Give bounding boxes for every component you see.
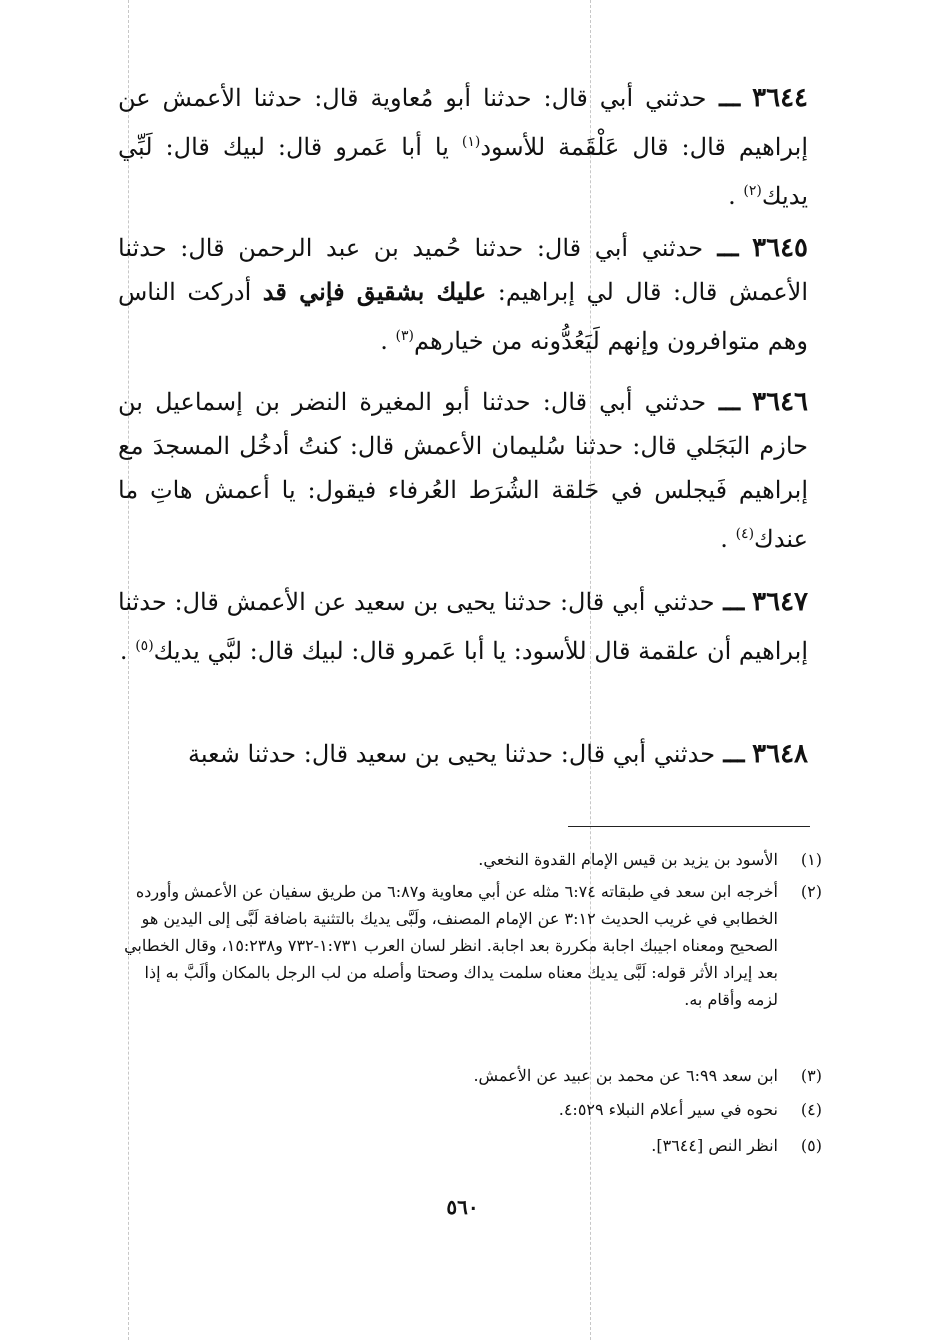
end-mark: . xyxy=(728,182,736,210)
footnote-marker: (٣) xyxy=(395,328,414,344)
footnote-marker: (٢) xyxy=(743,183,762,199)
footnote-number: (٢) xyxy=(800,882,822,901)
footnote-marker: (١) xyxy=(461,134,481,150)
footnote-number: (٥) xyxy=(800,1136,822,1155)
hadith-entry-3644 xyxy=(118,76,808,218)
hadith-number: ٣٦٤٨ xyxy=(752,739,808,769)
hadith-text: حدثني أبي قال: حدثنا حُميد بن عبد الرحمن قال: حدثنا الأعمش قال: قال لي إبراهيم: xyxy=(118,234,808,306)
end-mark: . xyxy=(119,637,128,665)
footnote-text: ابن سعد ٦:٩٩ عن محمد بن عبيد عن الأعمش. xyxy=(473,1066,778,1085)
separator-dash: ـــ xyxy=(706,387,740,416)
footnote-5 xyxy=(118,1132,822,1159)
separator-dash: ـــ xyxy=(703,233,739,262)
hadith-number: ٣٦٤٤ xyxy=(752,83,808,113)
footnote-text: انظر النص [٣٦٤٤]. xyxy=(651,1136,778,1155)
footnote-3 xyxy=(118,1062,822,1089)
footnote-marker: (٤) xyxy=(735,526,755,542)
separator-dash: ـــ xyxy=(706,83,741,112)
hadith-entry-3648 xyxy=(118,732,808,776)
footnote-marker: (٥) xyxy=(135,638,154,654)
hadith-number: ٣٦٤٦ xyxy=(752,387,808,417)
footnote-separator xyxy=(568,826,810,827)
hadith-number: ٣٦٤٥ xyxy=(752,233,808,263)
end-mark: . xyxy=(380,327,388,355)
footnote-number: (٣) xyxy=(800,1066,822,1085)
emphasized-phrase: عليك بشقيق فإني قد xyxy=(262,277,487,306)
hadith-entry-3645 xyxy=(118,226,808,363)
footnote-number: (١) xyxy=(800,850,822,869)
hadith-text: حدثني أبي قال: حدثنا يحيى بن سعيد قال: حدثنا شعبة xyxy=(188,740,716,768)
footnote-number: (٤) xyxy=(800,1100,822,1119)
separator-dash: ـــ xyxy=(714,587,745,616)
hadith-text: أدركت الناس وهم متوافرون وإنهم لَيَعُدُّونه من خيارهم xyxy=(118,278,808,355)
hadith-text: حدثني أبي قال: حدثنا أبو مُعاوية قال: حدثنا الأعمش عن إبراهيم قال: قال عَلْقَمة للأسود xyxy=(118,84,808,161)
page-number: ٥٦٠ xyxy=(446,1195,479,1219)
end-mark: . xyxy=(720,525,728,553)
separator-dash: ـــ xyxy=(715,739,745,768)
hadith-text: يا أبا عَمرو قال: لبيك قال: لَبِّي يديك xyxy=(118,133,808,210)
footnote-4 xyxy=(118,1096,822,1123)
footnote-text: الأسود بن يزيد بن قيس الإمام القدوة النخعي. xyxy=(478,850,778,869)
footnote-2 xyxy=(118,878,822,1013)
footnote-1 xyxy=(118,846,822,873)
hadith-entry-3646 xyxy=(118,380,808,561)
footnote-text: نحوه في سير أعلام النبلاء ٤:٥٢٩. xyxy=(558,1100,778,1119)
footnote-text: أخرجه ابن سعد في طبقاته ٦:٧٤ مثله عن أبي معاوية و٦:٨٧ من طريق سفيان عن الأعمش وأورده الخطابي في غريب الحديث ٣:١٢ عن الإمام المصنف، ولَبَّى يديك بالتثنية باضافة لَبَّى إلى اليدين هو الصحيح ومعناه اجيبك اجابة مكررة بعد اجابة. انظر لسان العرب ١:٧٣١-٧٣٢ و١٥:٢٣٨، وقال الخطابي بعد إيراد الأثر قوله: لَبَّى يديك معناه سلمت يداك وصحتا وأصله من لب الرجل بالمكان وألَبَّ به إذا لزمه وأقام به. xyxy=(124,882,778,1009)
hadith-number: ٣٦٤٧ xyxy=(752,587,808,617)
hadith-text: حدثني أبي قال: حدثنا يحيى بن سعيد عن الأعمش قال: حدثنا إبراهيم أن علقمة قال للأسود: يا أبا عَمرو قال: لبيك قال: لبَّي يديك xyxy=(118,588,808,665)
hadith-text: حدثني أبي قال: حدثنا أبو المغيرة النضر بن إسماعيل بن حازم البَجَلي قال: حدثنا سُليمان الأعمش قال: كنتُ أدخُل المسجدَ مع إبراهيم فَيجلس في حَلقة الشُرَط العُرفاء فيقول: يا أعمش هاتِ ما عندك xyxy=(118,388,808,553)
hadith-entry-3647 xyxy=(118,580,808,673)
